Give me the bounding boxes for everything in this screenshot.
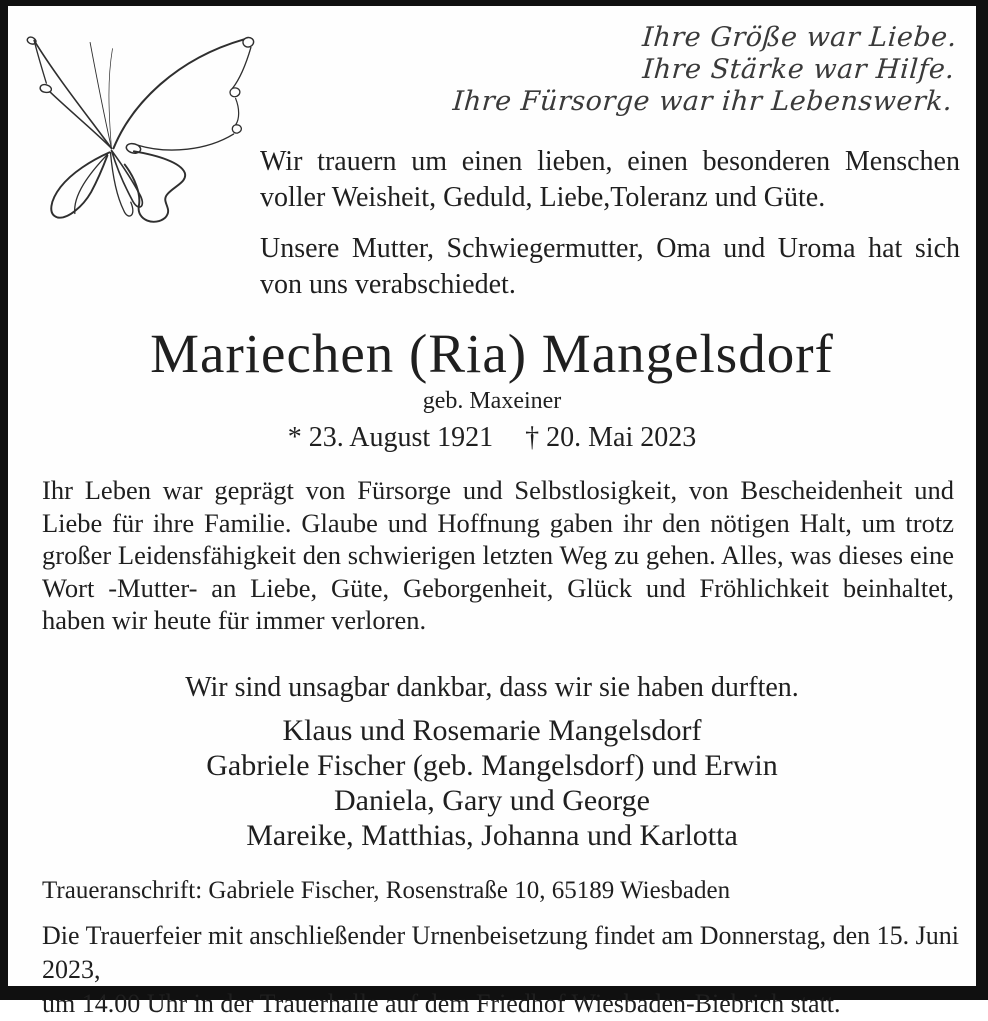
epigraph-line-1: Ihre Größe war Liebe. — [640, 22, 958, 53]
gratitude-line: Wir sind unsagbar dankbar, dass wir sie haben durften. — [185, 672, 799, 703]
mourner-line-1: Klaus und Rosemarie Mangelsdorf — [282, 714, 702, 747]
epigraph-line-2: Ihre Stärke war Hilfe. — [641, 54, 956, 85]
death-date: † 20. Mai 2023 — [525, 422, 697, 454]
funeral-info-line-2: um 14.00 Uhr in der Trauerhalle auf dem Friedhof Wiesbaden-Biebrich statt. — [42, 989, 841, 1018]
intro-text — [260, 144, 960, 318]
mourner-line-3: Daniela, Gary und George — [334, 784, 650, 817]
funeral-info-line-1: Die Trauerfeier mit anschließender Urnenbeisetzung findet am Donnerstag, den 15. Juni 2023, — [42, 921, 959, 984]
life-dates — [8, 422, 976, 454]
maiden-name: geb. Maxeiner — [422, 388, 562, 415]
mourners-list — [8, 713, 976, 853]
condolence-address: Traueranschrift: Gabriele Fischer, Rosenstraße 10, 65189 Wiesbaden — [42, 877, 731, 904]
intro-paragraph-2: Unsere Mutter, Schwiegermutter, Oma und Uroma hat sich von uns verabschiedet. — [260, 233, 960, 300]
mourner-line-4: Mareike, Matthias, Johanna und Karlotta — [246, 819, 738, 852]
epigraph-line-3: Ihre Fürsorge war ihr Lebenswerk. — [451, 86, 953, 117]
epigraph — [451, 22, 957, 118]
intro-paragraph-1: Wir trauern um einen lieben, einen besonderen Menschen voller Weisheit, Geduld, Liebe,Toleranz und Güte. — [260, 146, 960, 213]
birth-date: * 23. August 1921 — [287, 422, 494, 454]
deceased-name: Mariechen (Ria) Mangelsdorf — [150, 323, 834, 384]
deceased-block — [8, 322, 976, 454]
mourner-line-2: Gabriele Fischer (geb. Mangelsdorf) und Erwin — [206, 749, 778, 782]
eulogy-text: Ihr Leben war geprägt von Fürsorge und Selbstlosigkeit, von Bescheidenheit und Liebe für ihre Familie. Glaube und Hoffnung gaben ihr den nötigen Halt, um trotz großer Leidensfähigkeit den schwierigen letzten Weg zu gehen. Alles, was dieses eine Wort -Mutter- an Liebe, Güte, Geborgenheit, Glück und Fröhlichkeit beinhaltet, haben wir heute für immer verloren. — [42, 475, 954, 635]
butterfly-icon — [26, 30, 258, 232]
funeral-info — [42, 919, 960, 1021]
